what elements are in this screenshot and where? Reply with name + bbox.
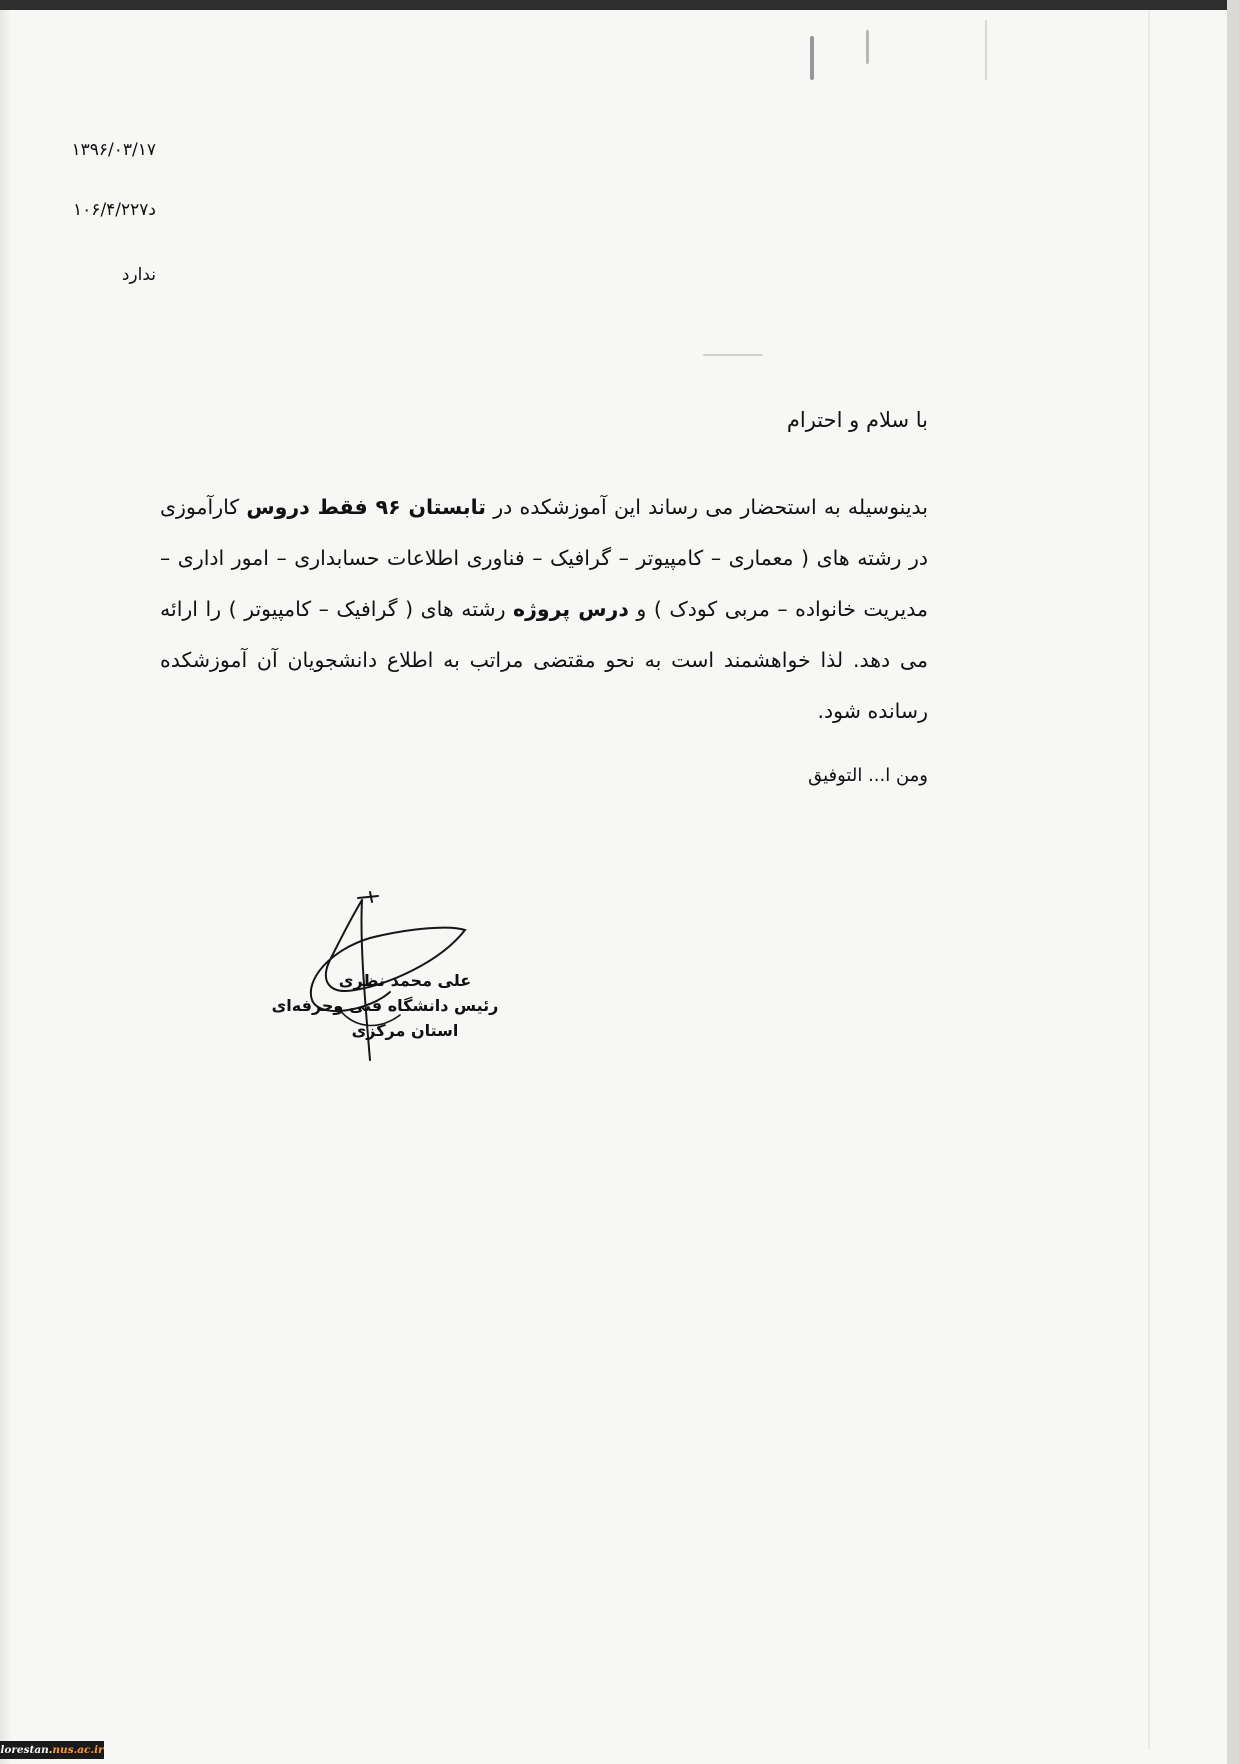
scan-smudge <box>703 354 763 356</box>
scan-top-edge <box>0 0 1239 10</box>
letter-body <box>160 482 928 737</box>
body-bold-1: تابستان ۹۶ فقط دروس <box>246 495 487 519</box>
letter-date: ۱۳۹۶/۰۳/۱۷ <box>71 140 156 160</box>
body-part-1: بدینوسیله به استحضار می رساند این آموزشکده در <box>486 495 929 519</box>
body-part-2: کارآموزی در رشته های ( معماری – کامپیوتر – گرافیک – فناوری اطلاعات حسابداری – امور اداری – مدیریت خانواده – مربی کودک ) و <box>160 495 929 621</box>
body-part-3: رشته های ( گرافیک – کامپیوتر ) را ارائه می دهد. لذا خواهشمند است به نحو مقتضی مراتب به اطلاع دانشجویان آن آموزشکده رسانده شود. <box>160 597 928 723</box>
scan-smudge <box>810 36 814 80</box>
scan-left-edge <box>0 0 12 1764</box>
signatory-name: علی محمد نظری <box>338 971 472 990</box>
letter-attachment: ندارد <box>121 265 156 285</box>
scan-smudge <box>985 20 987 80</box>
paper-fold-line <box>1148 10 1150 1750</box>
signature-block <box>240 968 530 1043</box>
signatory-province: استان مرکزی <box>351 1021 459 1040</box>
body-bold-2: درس پروژه <box>513 597 629 621</box>
greeting: با سلام و احترام <box>786 408 928 432</box>
letter-number: ۱۰۶/۴/۲۲۷د <box>73 200 156 220</box>
closing-phrase: ومن ا... التوفیق <box>808 765 928 786</box>
signatory-title: رئیس دانشگاه فنی وحرفه‌ای <box>271 996 499 1015</box>
scan-right-edge <box>1227 0 1239 1764</box>
site-prefix: lorestan. <box>0 1744 53 1756</box>
site-watermark <box>0 1741 104 1759</box>
scan-smudge <box>866 30 869 64</box>
site-domain: nus.ac.ir <box>52 1744 104 1756</box>
